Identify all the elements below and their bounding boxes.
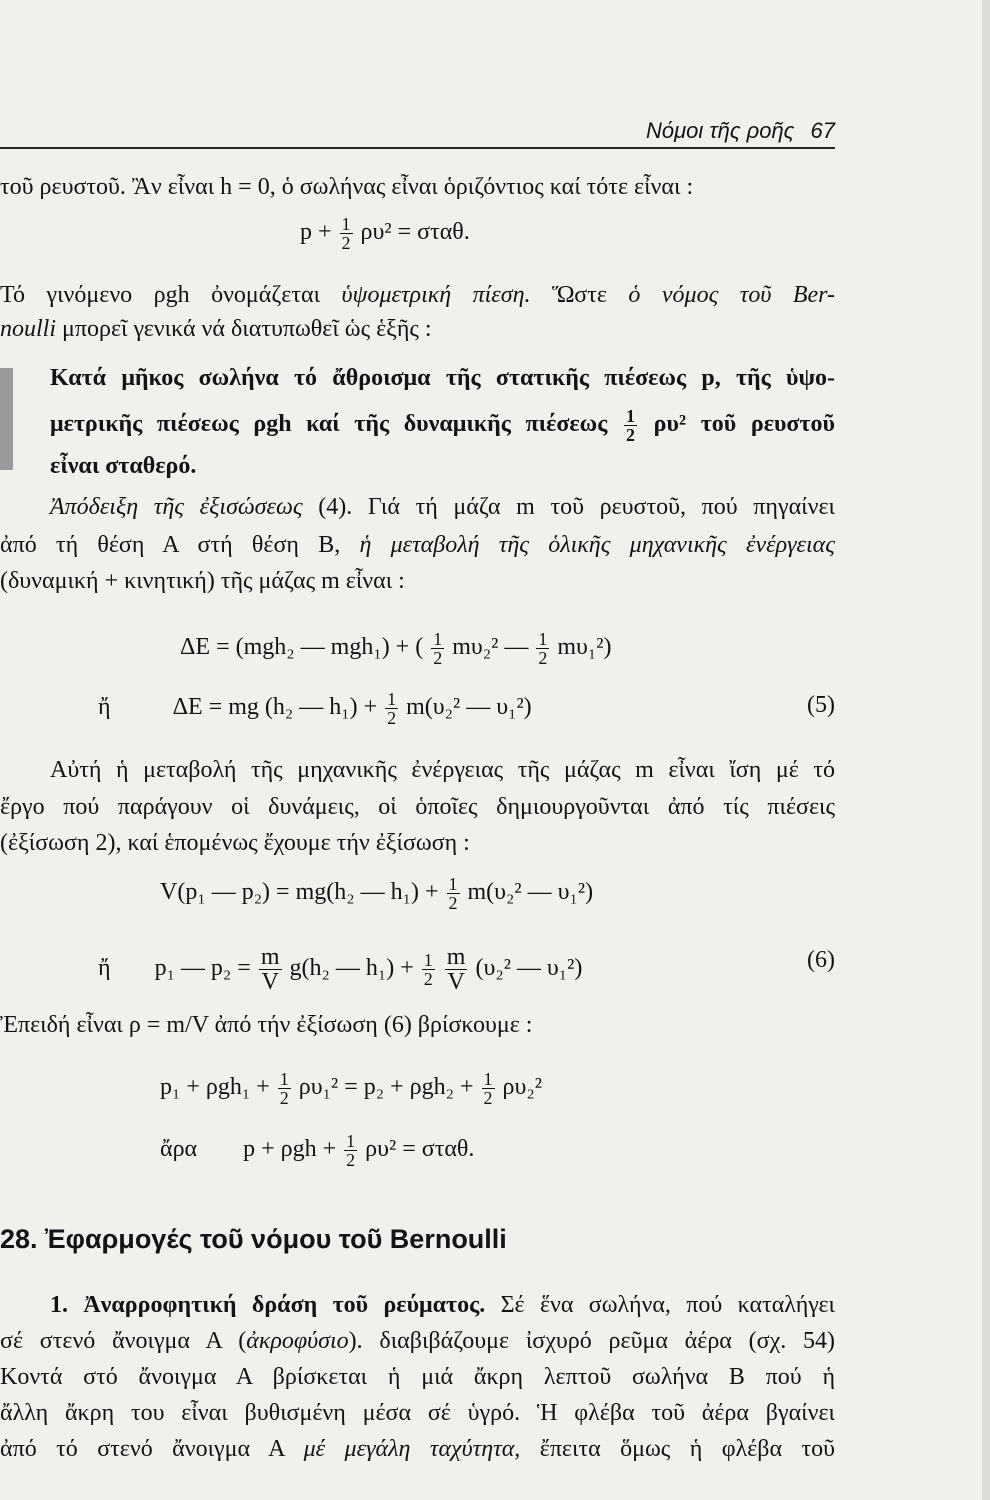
- fraction: $\frac{1}{2}$: [538, 629, 548, 668]
- paragraph-line: ἄλλη ἄκρη του εἶναι βυθισμένη μέσα σέ ὑγρό. Ἡ φλέβα τοῦ ἀέρα βγαίνει: [0, 1400, 835, 1426]
- law-statement-line: Κατά μῆκος σωλήνα τό ἄθροισμα τῆς στατικῆς πιέσεως p, τῆς ὑψο-: [50, 365, 835, 391]
- fraction: $\frac{m}{V}$: [446, 944, 466, 995]
- paragraph-line: Τό γινόμενο ρgh ὀνομάζεται ὑψομετρική πίεση. Ὥστε ὁ νόμος τοῦ Ber-: [0, 282, 836, 308]
- equation-work: V(p₁ — p₂) = mg(h₂ — h₁) + $\frac{1}{2}$ m(υ₂² — υ₁²): [160, 874, 594, 913]
- equation-6: ἤ p₁ — p₂ = $\frac{m}{V}$ g(h₂ — h₁) + $\frac{1}{2}$ $\frac{m}{V}$ (υ₂² — υ₁²) (6): [98, 944, 835, 995]
- equation-number: (5): [807, 692, 835, 718]
- fraction: $\frac{m}{V}$: [260, 944, 280, 995]
- paragraph-line: Κοντά στό ἄνοιγμα Α βρίσκεται ἡ μιά ἄκρη λεπτοῦ σωλήνα Β πού ἡ: [0, 1364, 835, 1390]
- paragraph-line: Ἐπειδή εἶναι ρ = m/V ἀπό τήν ἐξίσωση (6) βρίσκουμε :: [0, 1012, 533, 1038]
- fraction: $\frac{1}{2}$: [448, 874, 458, 913]
- fraction: $\frac{1}{2}$: [279, 1069, 289, 1108]
- equation-number: (6): [807, 947, 835, 973]
- paragraph-line: ἀπό τό στενό ἄνοιγμα Α μέ μεγάλη ταχύτητα, ἔπειτα ὅμως ἡ φλέβα τοῦ: [0, 1436, 836, 1462]
- highlight-bar: [0, 368, 13, 470]
- header-rule: [0, 147, 835, 149]
- page-number: 67: [810, 118, 835, 143]
- fraction: $\frac{1}{2}$: [625, 406, 635, 445]
- paragraph-line: (ἐξίσωση 2), καί ἑπομένως ἔχουμε τήν ἐξίσωση :: [0, 830, 470, 856]
- section-heading: 28. Ἐφαρμογές τοῦ νόμου τοῦ Bernoulli: [0, 1224, 507, 1254]
- law-statement-line: μετρικῆς πιέσεως ρgh καί τῆς δυναμικῆς πιέσεως $\frac{1}{2}$ ρυ² τοῦ ρευστοῦ: [50, 406, 836, 445]
- paragraph-line: 1. Ἀναρροφητική δράση τοῦ ρεύματος. Σέ ἕνα σωλήνα, πού καταλήγει: [50, 1292, 836, 1318]
- fraction: $\frac{1}{2}$: [346, 1131, 356, 1170]
- fraction: $\frac{1}{2}$: [387, 689, 397, 728]
- paragraph-line: σέ στενό ἄνοιγμα Α (ἀκροφύσιο). διαβιβάζουμε ἰσχυρό ρεῦμα ἀέρα (σχ. 54): [0, 1328, 835, 1354]
- equation-bernoulli: ἄρα p + ρgh + $\frac{1}{2}$ ρυ² = σταθ.: [160, 1131, 475, 1170]
- paragraph-line: Ἀπόδειξη τῆς ἐξισώσεως (4). Γιά τή μάζα m τοῦ ρευστοῦ, πού πηγαίνει: [50, 494, 835, 520]
- page-edge-shadow: [982, 0, 990, 1500]
- equation-bernoulli-horizontal: p + $\frac{1}{2}$ ρυ² = σταθ.: [300, 214, 470, 253]
- fraction: $\frac{1}{2}$: [433, 629, 443, 668]
- paragraph-line: (δυναμική + κινητική) τῆς μάζας m εἶναι :: [0, 568, 405, 594]
- equation-5: ἤ ΔΕ = mg (h₂ — h₁) + $\frac{1}{2}$ m(υ₂² — υ₁²) (5): [98, 689, 835, 728]
- paragraph-line: Αὐτή ἡ μεταβολή τῆς μηχανικῆς ἐνέργειας τῆς μάζας m εἶναι ἴση μέ τό: [50, 757, 835, 783]
- running-header: [600, 118, 835, 144]
- law-statement-line: εἶναι σταθερό.: [50, 453, 197, 479]
- paragraph-line: ἀπό τή θέση Α στή θέση Β, ἡ μεταβολή τῆς ὁλικῆς μηχανικῆς ἐνέργειας: [0, 532, 836, 558]
- equation-bernoulli-points: p₁ + ρgh₁ + $\frac{1}{2}$ ρυ₁² = p₂ + ρgh₂ + $\frac{1}{2}$ ρυ₂²: [160, 1069, 542, 1108]
- paragraph-line: noulli μπορεῖ γενικά νά διατυπωθεῖ ὡς ἑξῆς :: [0, 316, 432, 342]
- paragraph-line: ἔργο πού παράγουν οἱ δυνάμεις, οἱ ὁποῖες δημιουργοῦνται ἀπό τίς πιέσεις: [0, 794, 835, 820]
- running-title: Νόμοι τῆς ροῆς: [645, 118, 795, 143]
- fraction: $\frac{1}{2}$: [423, 950, 433, 989]
- equation-delta-e: ΔΕ = (mgh₂ — mgh₁) + ( $\frac{1}{2}$ mυ₂² — $\frac{1}{2}$ mυ₁²): [180, 629, 612, 668]
- fraction: $\frac{1}{2}$: [483, 1069, 493, 1108]
- text-line: τοῦ ρευστοῦ. Ἂν εἶναι h = 0, ὁ σωλήνας εἶναι ὁριζόντιος καί τότε εἶναι :: [0, 174, 694, 200]
- fraction: $\frac{1}{2}$: [341, 214, 351, 253]
